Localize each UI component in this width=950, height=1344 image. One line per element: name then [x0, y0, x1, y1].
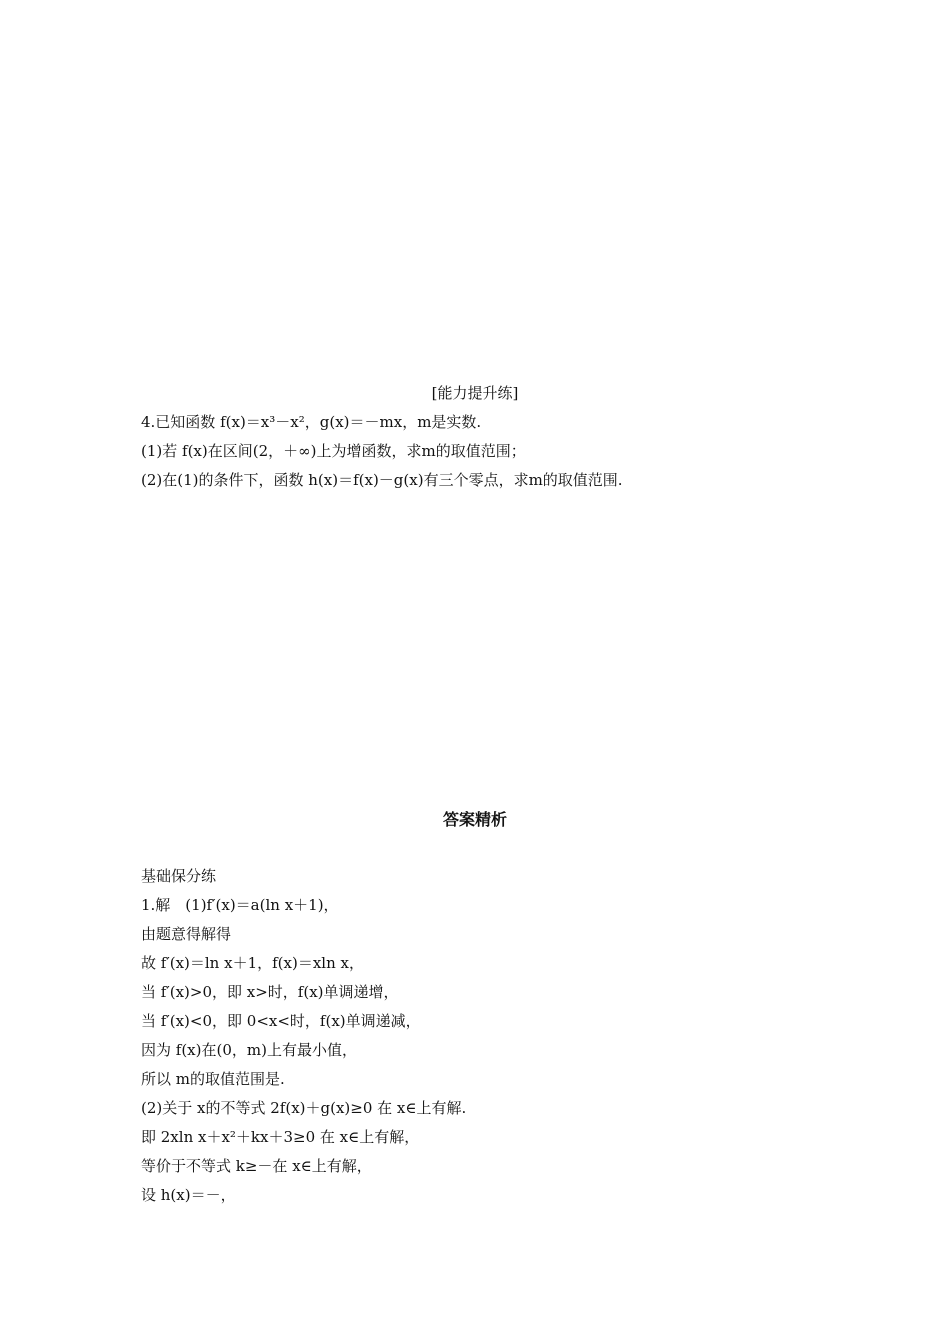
problem-4-part-1: (1)若 f(x)在区间(2，＋∞)上为增函数，求m的取值范围； — [141, 442, 526, 460]
answer-heading: 答案精析 — [442, 810, 507, 829]
problem-4-part-2: (2)在(1)的条件下，函数 h(x)＝f(x)－g(x)有三个零点，求m的取值范围. — [141, 471, 623, 489]
answer-line: 当 f′(x)<0，即 0<x<时，f(x)单调递减， — [141, 1012, 421, 1030]
answer-line: 等价于不等式 k≥－在 x∈上有解， — [141, 1157, 372, 1175]
answer-line: 因为 f(x)在(0，m)上有最小值， — [141, 1041, 357, 1059]
answer-line: 即 2xln x＋x²＋kx＋3≥0 在 x∈上有解， — [141, 1128, 420, 1146]
answer-line: 基础保分练 — [141, 867, 217, 885]
answer-line: (2)关于 x的不等式 2f(x)＋g(x)≥0 在 x∈上有解. — [141, 1099, 467, 1117]
answer-line: 1.解 (1)f′(x)＝a(ln x＋1)， — [141, 896, 339, 914]
answer-line: 所以 m的取值范围是. — [141, 1070, 285, 1088]
answer-line: 当 f′(x)>0，即 x>时，f(x)单调递增， — [141, 983, 399, 1001]
section-title: [能力提升练] — [431, 384, 519, 402]
answer-line: 故 f′(x)＝ln x＋1，f(x)＝xln x， — [141, 954, 364, 972]
answer-line: 设 h(x)＝－， — [141, 1186, 236, 1204]
problem-4-stem: 4.已知函数 f(x)＝x³－x²，g(x)＝－mx，m是实数. — [141, 413, 482, 431]
answer-line: 由题意得解得 — [141, 925, 232, 943]
